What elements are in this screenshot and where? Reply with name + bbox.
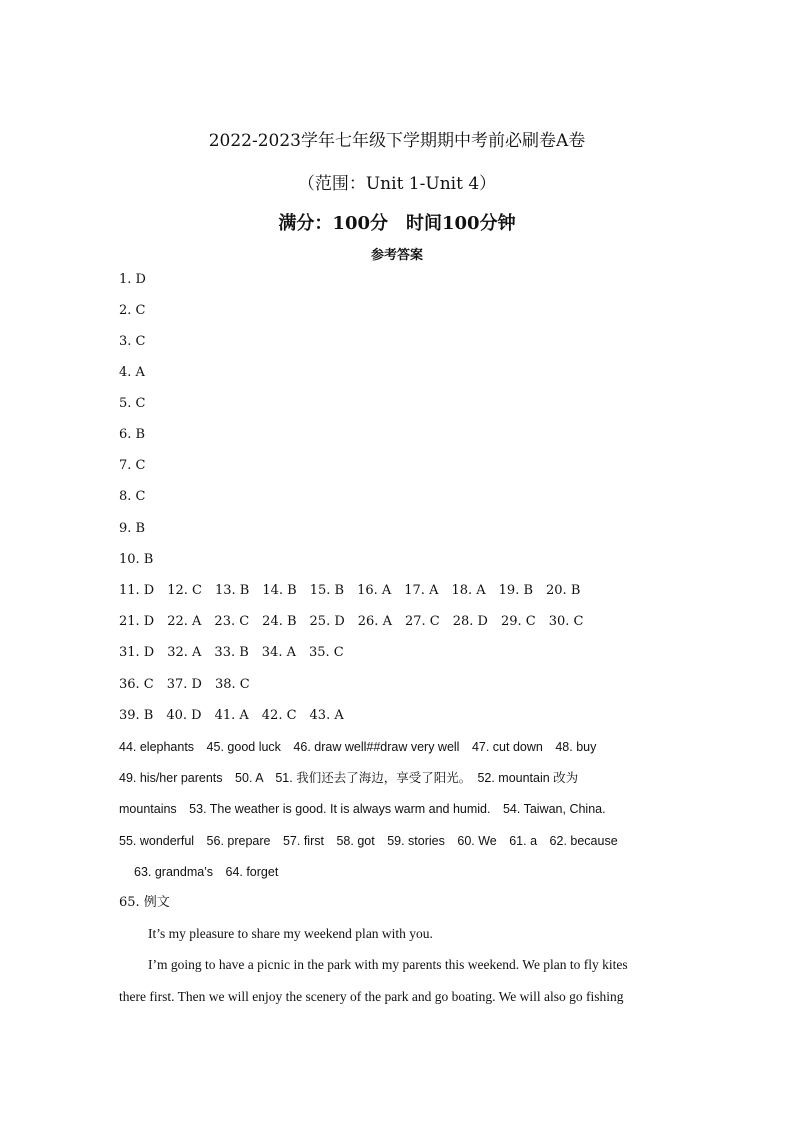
answer-heading: 参考答案 — [370, 248, 423, 263]
answers-21-30: 21. D 22. A 23. C 24. B 25. D 26. A 27. C 28. D 29. C 30. C — [119, 614, 584, 629]
scope-subtitle: （范围：Unit 1-Unit 4） — [297, 174, 497, 194]
answer-7: 7. C — [119, 458, 146, 473]
answer-1: 1. D — [119, 272, 146, 287]
essay-paragraph-2-line-2: there first. Then we will enjoy the scenery of the park and go boating. We will also go fishing — [119, 989, 624, 1004]
score-time-line: 满分：100分 时间100分钟 — [278, 213, 516, 234]
answers-44-48: 44. elephants 45. good luck 46. draw well##draw very well 47. cut down 48. buy — [119, 740, 597, 754]
answers-36-38: 36. C 37. D 38. C — [119, 677, 250, 692]
document-title: 2022-2023学年七年级下学期期中考前必刷卷A卷 — [208, 131, 586, 151]
answers-11-20: 11. D 12. C 13. B 14. B 15. B 16. A 17. A 18. A 19. B 20. B — [119, 583, 581, 598]
answer-9: 9. B — [119, 521, 146, 536]
answer-65-label: 65. 例文 — [119, 895, 170, 910]
essay-paragraph-1: It’s my pleasure to share my weekend plan with you. — [148, 926, 433, 941]
answers-52-54-continued: mountains 53. The weather is good. It is always warm and humid. 54. Taiwan, China. — [119, 802, 606, 816]
answer-6: 6. B — [119, 427, 146, 442]
answers-31-35: 31. D 32. A 33. B 34. A 35. C — [119, 645, 344, 660]
essay-paragraph-2-line-1: I’m going to have a picnic in the park with my parents this weekend. We plan to fly kites — [148, 957, 628, 972]
answer-4: 4. A — [119, 365, 145, 380]
answer-3: 3. C — [119, 334, 146, 349]
answer-5: 5. C — [119, 396, 146, 411]
answers-63-64: 63. grandma’s 64. forget — [134, 865, 279, 879]
answers-55-62: 55. wonderful 56. prepare 57. first 58. got 59. stories 60. We 61. a 62. because — [119, 834, 618, 848]
answer-10: 10. B — [119, 552, 154, 567]
answers-39-43: 39. B 40. D 41. A 42. C 43. A — [119, 708, 344, 723]
answer-2: 2. C — [119, 303, 146, 318]
answer-8: 8. C — [119, 489, 146, 504]
answers-49-52: 49. his/her parents 50. A 51. 我们还去了海边，享受了阳光。 52. mountain 改为 — [119, 771, 579, 785]
